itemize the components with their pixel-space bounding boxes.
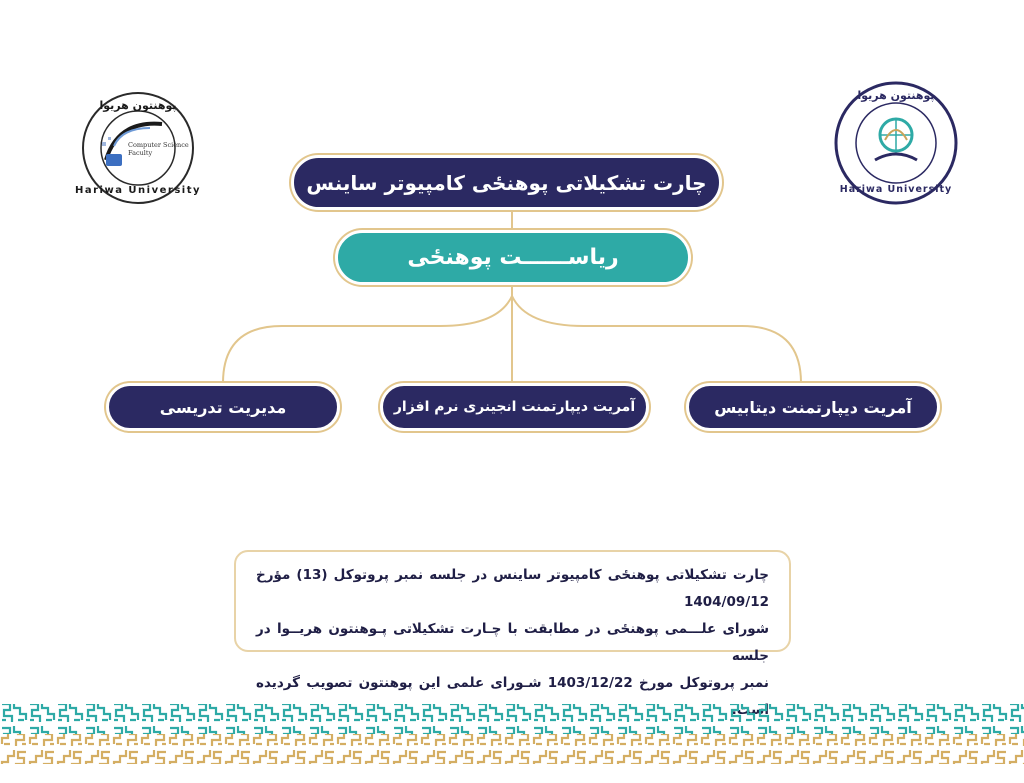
node-teaching-management: مدیریت تدریسی bbox=[106, 383, 340, 431]
logo-arc-text: پوهنتون هریوا bbox=[857, 89, 935, 102]
node-faculty-presidency: ریاســــــت پوهنځی bbox=[335, 230, 691, 285]
logo-bottom-text: Hariwa University bbox=[839, 184, 953, 195]
node-software-engineering-department: آمریت دیپارتمنت انجینری نرم افزار bbox=[380, 383, 649, 431]
approval-note bbox=[234, 550, 791, 691]
node-database-department: آمریت دیپارتمنت دیتابیس bbox=[686, 383, 940, 431]
logo-arc-text: پوهنتون هریوا bbox=[99, 99, 177, 112]
faculty-line2: Faculty bbox=[128, 149, 153, 157]
logo-bottom-text: Hariwa University bbox=[74, 185, 202, 196]
approval-note-line-3: نمبر پروتوکل مورخ 1403/12/22 شـورای علمی این پوهنتون تصویب گردیده bbox=[256, 675, 769, 691]
faculty-line1: Computer Science bbox=[128, 141, 189, 149]
approval-note-line-1: چارت تشکیلاتی پوهنځی کامپیوتر ساینس در جلسه نمبر پروتوکل (13) مؤرخ 1404/09/12 bbox=[256, 567, 770, 610]
decorative-border-pattern bbox=[0, 700, 1024, 783]
chart-title: چارت تشکیلاتی پوهنځی کامپیوتر ساینس bbox=[291, 155, 722, 210]
approval-note-line-2: شورای علـــمی پوهنځی در مطابقت با چـارت تشکیلاتی پـوهنتون هریــوا در جلسه bbox=[256, 621, 769, 664]
